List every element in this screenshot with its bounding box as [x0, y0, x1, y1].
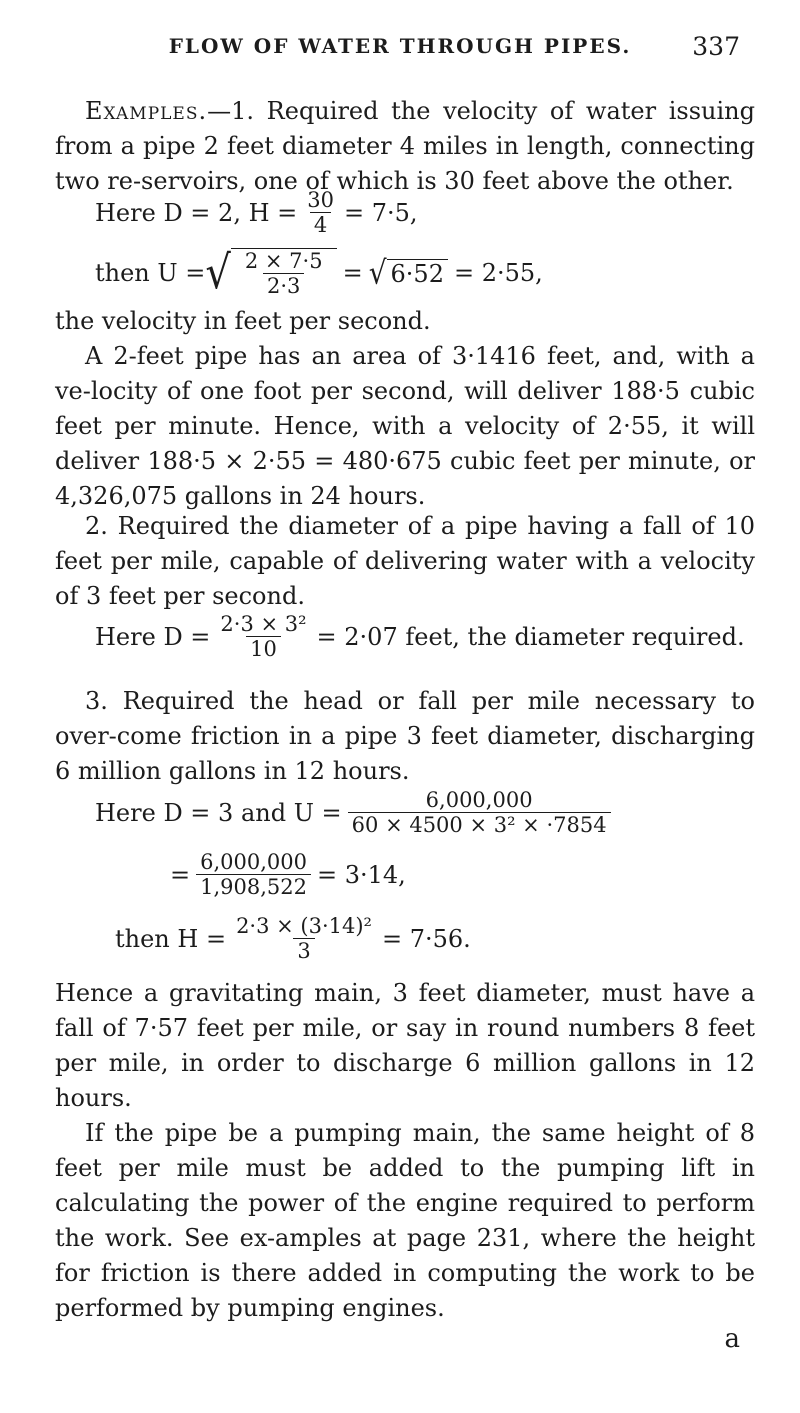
example-3-text: 3. Required the head or fall per mile necessary to over-come friction in a pipe 3 feet diameter, discharging 6 million gallons in 12 hours. — [55, 687, 755, 785]
fraction-denominator: 4 — [310, 212, 331, 237]
eq-label: Here D = — [95, 622, 211, 651]
eq-label: then U = — [95, 259, 206, 287]
equation-ex1-head — [95, 188, 418, 237]
paragraph-pumping-main: If the pipe be a pumping main, the same height of 8 feet per mile must be added to the pumping lift in calculating the power of the engine required to perform the work. See ex-amples at page 231, where the height for friction is there added in computing the work to be performed by pumping engines. — [55, 1119, 755, 1322]
fraction-numerator: 2·3 × (3·14)² — [236, 914, 372, 938]
radicand: 6·52 — [387, 259, 448, 288]
signature-mark: a — [724, 1324, 740, 1354]
example-3 — [55, 684, 755, 789]
fraction — [216, 612, 310, 661]
fraction-numerator: 6,000,000 — [200, 850, 307, 874]
radical-sign: √ — [205, 246, 231, 300]
radical-sign: √ — [368, 253, 387, 292]
fraction-numerator: 30 — [307, 188, 334, 212]
fraction — [348, 788, 611, 837]
eq-result: = 7·56. — [381, 924, 471, 953]
page-header — [0, 26, 800, 66]
fraction-numerator: 6,000,000 — [425, 788, 533, 812]
example-1-text: —1. Required the velocity of water issuing from a pipe 2 feet diameter 4 miles in length, connecting two re-servoirs, one of which is 30 feet above the other. — [55, 97, 755, 195]
running-title: FLOW OF WATER THROUGH PIPES. — [168, 34, 632, 58]
paragraph-delivery: A 2-feet pipe has an area of 3·1416 feet, and, with a ve-locity of one foot per second, will deliver 188·5 cubic feet per minute. Hence, with a velocity of 2·55, it will deliver 188·5 × 2·55 = 480·675 cubic feet per minute, or 4,326,075 gallons in 24 hours. — [55, 342, 755, 510]
eq-label: Here D = 2, H = — [95, 198, 298, 227]
velocity-statement: the velocity in feet per second. — [55, 307, 431, 335]
eq-result: = 3·14, — [317, 860, 406, 889]
fraction — [303, 188, 338, 237]
fraction — [232, 914, 376, 963]
equation-ex3-velocity — [95, 788, 617, 837]
equation-ex1-velocity — [95, 248, 543, 298]
example-2-text: 2. Required the diameter of a pipe having a fall of 10 feet per mile, capable of delivering water with a velocity of 3 feet per second. — [55, 512, 755, 610]
square-root — [205, 248, 336, 298]
equation-ex2-diameter — [95, 612, 745, 661]
examples-lead: Examples. — [85, 97, 208, 125]
equation-ex3-head — [115, 914, 471, 963]
eq-result: = 2·07 feet, the diameter required. — [316, 622, 745, 651]
example-1-body — [55, 304, 755, 514]
paragraph-hence: Hence a gravitating main, 3 feet diameter, must have a fall of 7·57 feet per mile, or say in round numbers 8 feet per mile, in order to discharge 6 million gallons in 12 hours. — [55, 979, 755, 1112]
equation-ex3-velocity-result — [170, 850, 406, 899]
fraction-numerator: 2·3 × 3² — [220, 612, 307, 636]
fraction-denominator: 2·3 — [263, 273, 304, 298]
fraction-denominator: 60 × 4500 × 3² × ·7854 — [348, 812, 611, 837]
fraction-denominator: 1,908,522 — [196, 874, 311, 899]
eq-label: then H = — [115, 924, 227, 953]
eq-equals: = — [342, 259, 363, 287]
fraction-denominator: 10 — [246, 636, 281, 661]
fraction-denominator: 3 — [293, 938, 314, 963]
example-2 — [55, 509, 755, 614]
square-root — [368, 253, 448, 292]
fraction-numerator: 2 × 7·5 — [244, 249, 323, 273]
eq-label: Here D = 3 and U = — [95, 798, 342, 827]
fraction — [241, 249, 327, 298]
fraction — [196, 850, 311, 899]
eq-equals: = — [170, 860, 191, 889]
eq-result: = 2·55, — [453, 259, 543, 287]
example-1-intro — [55, 94, 755, 199]
eq-result: = 7·5, — [343, 198, 418, 227]
example-3-conclusion — [55, 976, 755, 1326]
page-number: 337 — [692, 32, 740, 61]
